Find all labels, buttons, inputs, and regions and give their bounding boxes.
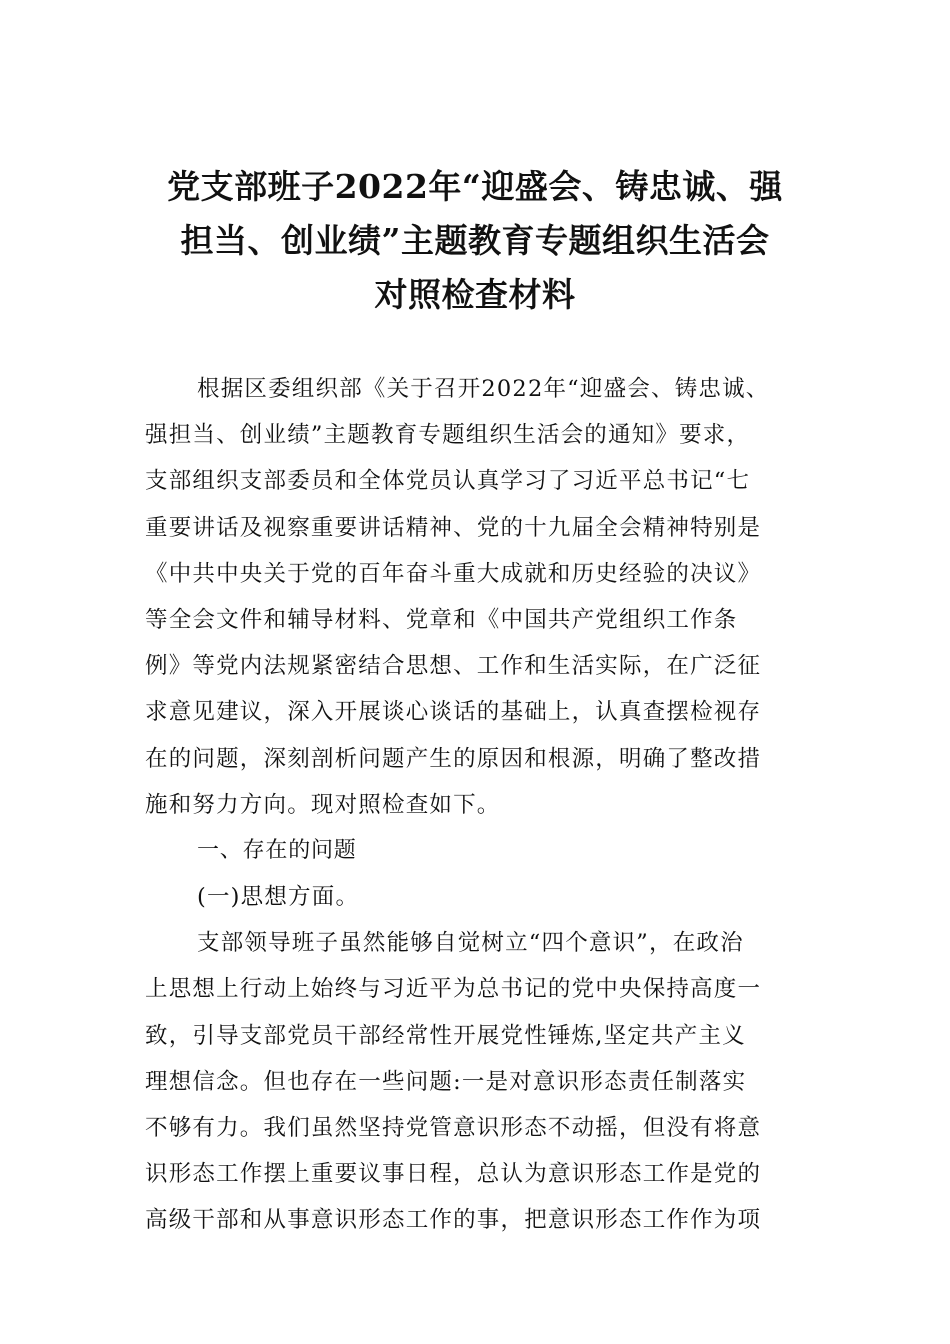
paragraph-line: 等全会文件和辅导材料、党章和《中国共产党组织工作条 [145, 606, 738, 633]
paragraph-line: 识形态工作摆上重要议事日程，总认为意识形态工作是党的 [145, 1161, 762, 1188]
section-subheading: (一)思想方面。 [197, 884, 360, 911]
paragraph-line: 根据区委组织部《关于召开2022年“迎盛会、铸忠诚、 [197, 376, 770, 402]
title-line: 对照检查材料 [374, 275, 576, 314]
paragraph-line: 上思想上行动上始终与习近平为总书记的党中央保持高度一 [145, 976, 762, 1003]
paragraph-line: 支部组织支部委员和全体党员认真学习了习近平总书记“七 [145, 468, 751, 495]
paragraph-line: 例》等党内法规紧密结合思想、工作和生活实际，在广泛征 [145, 653, 762, 680]
paragraph-line: 《中共中央关于党的百年奋斗重大成就和历史经验的决议》 [145, 560, 762, 587]
section-paragraph [145, 920, 825, 1243]
title-line: 党支部班子2022年“迎盛会、铸忠诚、强 [167, 167, 783, 206]
paragraph-line: 在的问题，深刻剖析问题产生的原因和根源，明确了整改措 [145, 745, 762, 772]
paragraph-line: 施和努力方向。现对照检查如下。 [145, 791, 501, 818]
intro-paragraph [145, 366, 825, 828]
paragraph-line: 强担当、创业绩”主题教育专题组织生活会的通知》要求， [145, 422, 751, 449]
document-body [145, 366, 825, 1244]
paragraph-line: 致，引导支部党员干部经常性开展党性锤炼,坚定共产主义 [145, 1022, 746, 1049]
section-heading: 一、存在的问题 [197, 837, 357, 863]
paragraph-line: 重要讲话及视察重要讲话精神、党的十九届全会精神特别是 [145, 514, 762, 541]
document-title [110, 160, 840, 322]
paragraph-line: 支部领导班子虽然能够自觉树立“四个意识”，在政治 [197, 930, 744, 957]
title-line: 担当、创业绩”主题教育专题组织生活会 [180, 221, 770, 260]
paragraph-line: 理想信念。但也存在一些问题:一是对意识形态责任制落实 [145, 1068, 747, 1095]
paragraph-line: 高级干部和从事意识形态工作的事，把意识形态工作作为项 [145, 1207, 762, 1234]
paragraph-line: 求意见建议，深入开展谈心谈话的基础上，认真查摆检视存 [145, 699, 762, 726]
paragraph-line: 不够有力。我们虽然坚持党管意识形态不动摇，但没有将意 [145, 1115, 762, 1141]
